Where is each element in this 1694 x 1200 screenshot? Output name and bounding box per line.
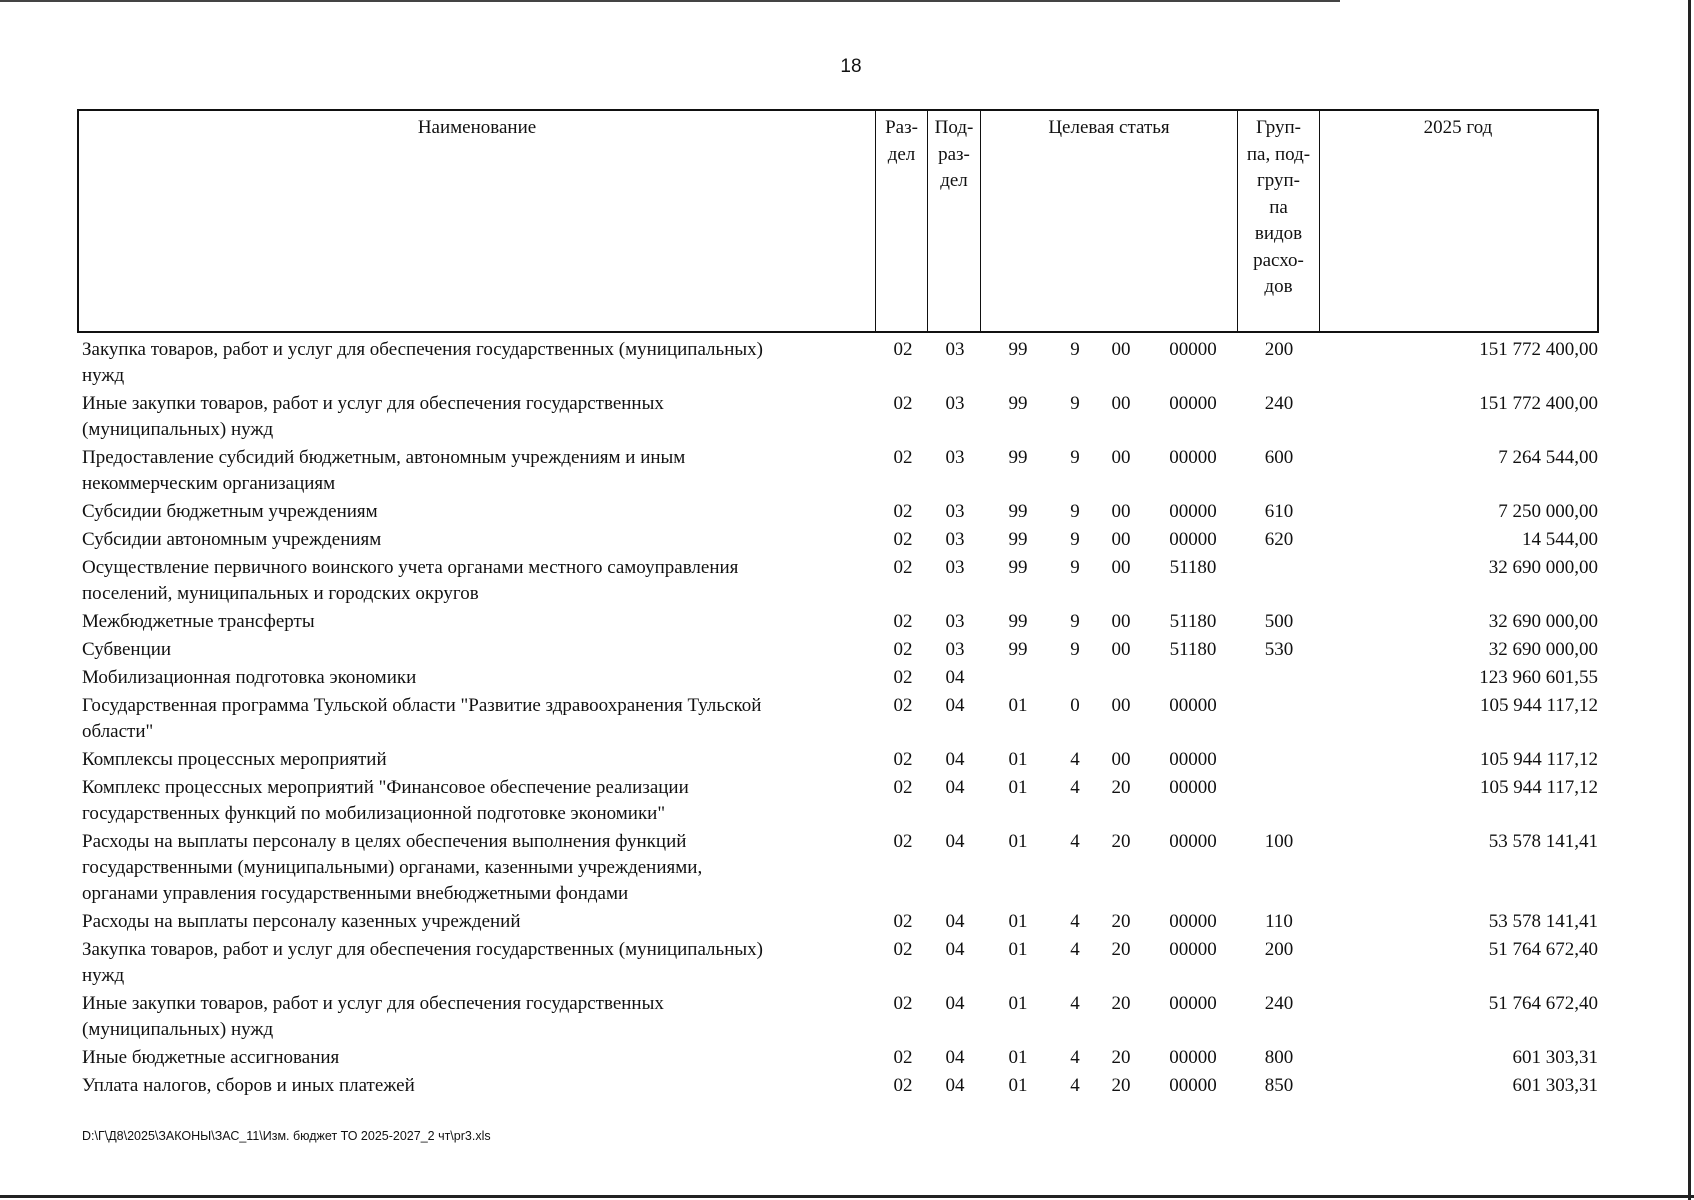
row-podrazdel: 03 [945, 639, 965, 660]
row-target-type: 9 [1070, 639, 1080, 660]
row-name: Иные бюджетные ассигнования [82, 1047, 340, 1068]
row-amount: 51 764 672,40 [1488, 939, 1598, 960]
row-razdel: 02 [893, 639, 913, 660]
row-target-program: 01 [1008, 911, 1028, 932]
row-target-direction: 00000 [1169, 339, 1217, 360]
row-target-type: 9 [1070, 529, 1080, 550]
row-expense-group: 240 [1264, 393, 1294, 414]
row-target-program: 01 [1008, 1075, 1028, 1096]
row-podrazdel: 04 [945, 1075, 965, 1096]
row-expense-group: 620 [1264, 529, 1294, 550]
row-amount: 51 764 672,40 [1488, 993, 1598, 1014]
footer-file-path: D:\Г\Д8\2025\ЗАКОНЫ\ЗАС_11\Изм. бюджет ТО 2025-2027_2 чт\pr3.xls [82, 1129, 491, 1143]
row-target-subtype: 20 [1111, 993, 1131, 1014]
row-podrazdel: 03 [945, 501, 965, 522]
row-target-program: 01 [1008, 939, 1028, 960]
row-target-program: 01 [1008, 749, 1028, 770]
row-name: Закупка товаров, работ и услуг для обеспечения государственных (муниципальных) нужд [82, 939, 763, 986]
row-razdel: 02 [893, 667, 913, 688]
row-target-subtype: 00 [1111, 393, 1131, 414]
row-target-program: 01 [1008, 831, 1028, 852]
row-target-subtype: 20 [1111, 939, 1131, 960]
row-name: Субвенции [82, 639, 172, 660]
row-name: Мобилизационная подготовка экономики [82, 667, 417, 688]
row-target-type: 9 [1070, 393, 1080, 414]
row-amount: 601 303,31 [1512, 1075, 1598, 1096]
row-target-direction: 00000 [1169, 695, 1217, 716]
row-razdel: 02 [893, 447, 913, 468]
row-target-subtype: 00 [1111, 749, 1131, 770]
row-expense-group: 800 [1264, 1047, 1294, 1068]
row-expense-group: 240 [1264, 993, 1294, 1014]
row-razdel: 02 [893, 611, 913, 632]
row-target-direction: 00000 [1169, 993, 1217, 1014]
row-target-type: 9 [1070, 611, 1080, 632]
row-target-type: 4 [1070, 939, 1080, 960]
header-expense-group: Груп- па, под- груп- па видов расхо- дов [1246, 117, 1311, 297]
row-podrazdel: 04 [945, 777, 965, 798]
row-name: Субсидии бюджетным учреждениям [82, 501, 378, 522]
row-target-subtype: 20 [1111, 1075, 1131, 1096]
row-amount: 53 578 141,41 [1488, 831, 1598, 852]
row-razdel: 02 [893, 393, 913, 414]
row-expense-group: 500 [1264, 611, 1294, 632]
row-expense-group: 530 [1264, 639, 1294, 660]
row-amount: 7 264 544,00 [1498, 447, 1598, 468]
row-podrazdel: 04 [945, 939, 965, 960]
row-name: Комплекс процессных мероприятий "Финансовое обеспечение реализации государственных функций по мобилизационной подготовке экономики" [82, 777, 689, 824]
header-target-article: Целевая статья [1048, 117, 1170, 138]
row-amount: 32 690 000,00 [1488, 611, 1598, 632]
row-target-type: 4 [1070, 1075, 1080, 1096]
row-expense-group: 610 [1264, 501, 1294, 522]
row-expense-group: 100 [1264, 831, 1294, 852]
row-target-type: 4 [1070, 1047, 1080, 1068]
row-name: Закупка товаров, работ и услуг для обеспечения государственных (муниципальных) нужд [82, 339, 763, 386]
row-target-direction: 00000 [1169, 393, 1217, 414]
row-target-program: 99 [1008, 393, 1028, 414]
scan-edge-top [0, 0, 1340, 2]
table-header [77, 109, 1599, 333]
row-target-direction: 00000 [1169, 529, 1217, 550]
row-target-program: 99 [1008, 557, 1028, 578]
row-target-program: 99 [1008, 501, 1028, 522]
row-target-subtype: 00 [1111, 695, 1131, 716]
row-target-program: 01 [1008, 777, 1028, 798]
row-target-subtype: 00 [1111, 529, 1131, 550]
row-name: Иные закупки товаров, работ и услуг для обеспечения государственных (муниципальных) нужд [82, 993, 664, 1040]
row-razdel: 02 [893, 993, 913, 1014]
row-target-type: 4 [1070, 749, 1080, 770]
row-target-program: 99 [1008, 339, 1028, 360]
row-name: Субсидии автономным учреждениям [82, 529, 382, 550]
row-amount: 151 772 400,00 [1479, 393, 1598, 414]
row-podrazdel: 03 [945, 557, 965, 578]
row-razdel: 02 [893, 1047, 913, 1068]
row-target-program: 01 [1008, 1047, 1028, 1068]
row-expense-group: 110 [1265, 911, 1293, 932]
row-amount: 105 944 117,12 [1479, 695, 1598, 716]
row-target-direction: 00000 [1169, 501, 1217, 522]
row-amount: 123 960 601,55 [1479, 667, 1598, 688]
row-amount: 601 303,31 [1512, 1047, 1598, 1068]
row-amount: 32 690 000,00 [1488, 557, 1598, 578]
row-target-subtype: 00 [1111, 447, 1131, 468]
row-target-subtype: 00 [1111, 339, 1131, 360]
row-podrazdel: 03 [945, 393, 965, 414]
row-expense-group: 200 [1264, 939, 1294, 960]
row-name: Уплата налогов, сборов и иных платежей [82, 1075, 415, 1096]
row-target-subtype: 20 [1111, 777, 1131, 798]
row-razdel: 02 [893, 339, 913, 360]
row-name: Государственная программа Тульской области "Развитие здравоохранения Тульской области" [82, 695, 762, 742]
row-target-program: 99 [1008, 639, 1028, 660]
row-name: Осуществление первичного воинского учета органами местного самоуправления поселений, муниципальных и городских округов [82, 557, 739, 604]
row-target-type: 4 [1070, 911, 1080, 932]
row-podrazdel: 04 [945, 1047, 965, 1068]
row-razdel: 02 [893, 501, 913, 522]
row-expense-group: 850 [1264, 1075, 1294, 1096]
row-expense-group: 600 [1264, 447, 1294, 468]
row-target-subtype: 20 [1111, 911, 1131, 932]
row-target-program: 99 [1008, 529, 1028, 550]
row-razdel: 02 [893, 695, 913, 716]
row-razdel: 02 [893, 749, 913, 770]
row-amount: 7 250 000,00 [1498, 501, 1598, 522]
row-podrazdel: 04 [945, 695, 965, 716]
row-podrazdel: 04 [945, 749, 965, 770]
row-amount: 105 944 117,12 [1479, 749, 1598, 770]
row-razdel: 02 [893, 557, 913, 578]
row-target-type: 9 [1070, 557, 1080, 578]
row-name: Предоставление субсидий бюджетным, автономным учреждениям и иным некоммерческим организациям [82, 447, 686, 494]
header-podrazdel: Под- раз- дел [934, 117, 974, 191]
row-target-subtype: 00 [1111, 639, 1131, 660]
row-target-type: 4 [1070, 993, 1080, 1014]
page-number: 18 [840, 56, 862, 77]
row-target-subtype: 00 [1111, 557, 1131, 578]
row-razdel: 02 [893, 831, 913, 852]
row-podrazdel: 03 [945, 339, 965, 360]
row-name: Иные закупки товаров, работ и услуг для обеспечения государственных (муниципальных) нужд [82, 393, 664, 440]
row-razdel: 02 [893, 939, 913, 960]
row-target-subtype: 00 [1111, 501, 1131, 522]
header-year: 2025 год [1423, 117, 1493, 138]
row-podrazdel: 03 [945, 529, 965, 550]
row-name: Расходы на выплаты персоналу в целях обеспечения выполнения функций государственными (муниципальными) органами, казенными учреждениями, органами управления государственными внебюджетными фондами [82, 831, 703, 904]
row-target-direction: 00000 [1169, 1047, 1217, 1068]
row-podrazdel: 04 [945, 667, 965, 688]
row-target-program: 99 [1008, 611, 1028, 632]
header-name: Наименование [417, 117, 537, 138]
row-amount: 53 578 141,41 [1488, 911, 1598, 932]
row-target-subtype: 20 [1111, 1047, 1131, 1068]
row-name: Комплексы процессных мероприятий [82, 749, 387, 770]
row-name: Межбюджетные трансферты [82, 611, 315, 632]
row-amount: 151 772 400,00 [1479, 339, 1598, 360]
row-target-type: 4 [1070, 831, 1080, 852]
row-target-program: 01 [1008, 695, 1028, 716]
row-podrazdel: 04 [945, 911, 965, 932]
row-target-program: 01 [1008, 993, 1028, 1014]
row-target-direction: 51180 [1169, 639, 1217, 660]
row-target-direction: 00000 [1169, 1075, 1217, 1096]
row-podrazdel: 04 [945, 993, 965, 1014]
row-target-direction: 00000 [1169, 749, 1217, 770]
row-target-type: 4 [1070, 777, 1080, 798]
row-target-program: 99 [1008, 447, 1028, 468]
row-target-direction: 51180 [1169, 611, 1217, 632]
row-target-subtype: 00 [1111, 611, 1131, 632]
row-razdel: 02 [893, 529, 913, 550]
row-target-type: 9 [1070, 501, 1080, 522]
row-podrazdel: 03 [945, 611, 965, 632]
header-divider [1319, 111, 1320, 331]
row-target-direction: 00000 [1169, 831, 1217, 852]
row-amount: 32 690 000,00 [1488, 639, 1598, 660]
row-expense-group: 200 [1264, 339, 1294, 360]
row-razdel: 02 [893, 911, 913, 932]
row-target-direction: 00000 [1169, 447, 1217, 468]
header-razdel: Раз- дел [885, 117, 918, 165]
row-podrazdel: 04 [945, 831, 965, 852]
row-target-direction: 00000 [1169, 777, 1217, 798]
row-target-type: 0 [1070, 695, 1080, 716]
row-target-subtype: 20 [1111, 831, 1131, 852]
row-target-direction: 00000 [1169, 911, 1217, 932]
row-amount: 105 944 117,12 [1479, 777, 1598, 798]
row-target-type: 9 [1070, 339, 1080, 360]
row-target-direction: 00000 [1169, 939, 1217, 960]
row-target-type: 9 [1070, 447, 1080, 468]
scan-edge-right [1688, 0, 1691, 1200]
header-divider [980, 111, 981, 331]
scan-edge-bottom [0, 1195, 1694, 1198]
row-target-direction: 51180 [1169, 557, 1217, 578]
row-amount: 14 544,00 [1522, 529, 1598, 550]
row-razdel: 02 [893, 1075, 913, 1096]
row-name: Расходы на выплаты персоналу казенных учреждений [82, 911, 521, 932]
row-podrazdel: 03 [945, 447, 965, 468]
row-razdel: 02 [893, 777, 913, 798]
